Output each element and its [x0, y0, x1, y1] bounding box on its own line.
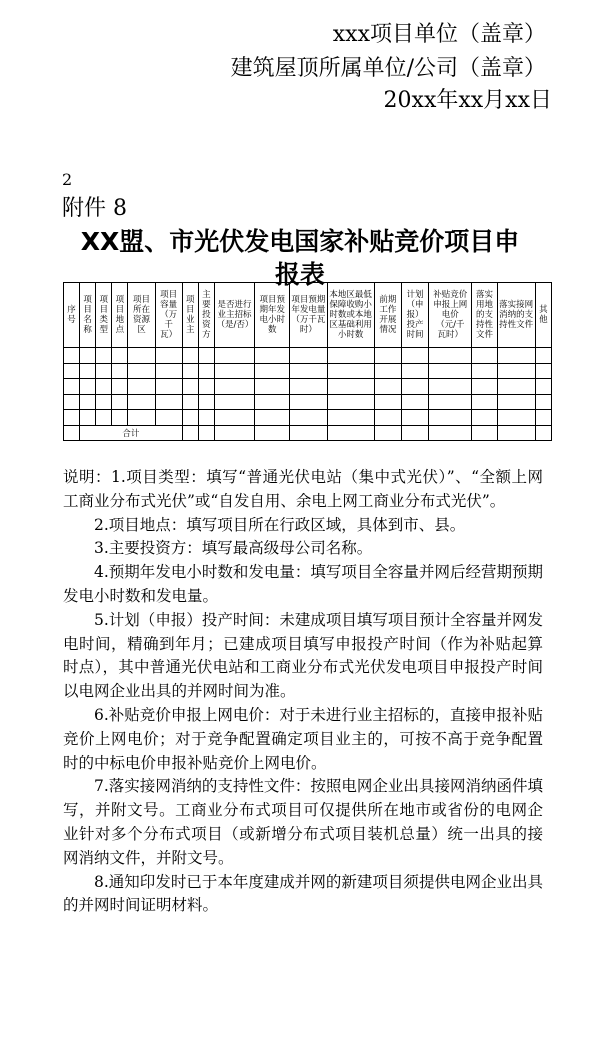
table-cell [535, 410, 551, 426]
table-cell [198, 363, 214, 379]
table-cell [182, 348, 198, 364]
instruction-item: 2.项目地点：填写项目所在行政区域，具体到市、县。 [94, 515, 466, 534]
table-cell [401, 363, 428, 379]
instruction-item: 7.落实接网消纳的支持性文件：按照电网企业出具接网消纳函件填写，并附文号。工商业分布式项目可仅提供所在地市或省份的电网企业针对多个分布式项目（或新增分布式项目装机总量）统一出具的接网消纳文件，并附文号。 [63, 777, 543, 867]
table-row [64, 363, 552, 379]
total-label: 合计 [80, 425, 183, 441]
col-header: 落实用地的支持性文件 [472, 283, 497, 348]
col-header: 本地区最低保障收购小时数或本地区基础利用小时数 [327, 283, 374, 348]
table-cell [429, 348, 472, 364]
table-cell [96, 394, 112, 410]
table-cell [374, 363, 401, 379]
table-row [64, 394, 552, 410]
table-cell [429, 425, 472, 441]
form-title-line-1: XX盟、市光伏发电国家补贴竞价项目申 [80, 227, 520, 256]
table-cell [112, 394, 128, 410]
signature-date: 20xx年xx月xx日 [383, 88, 552, 113]
table-cell [535, 348, 551, 364]
table-cell [64, 394, 80, 410]
table-cell [182, 410, 198, 426]
table-cell [401, 410, 428, 426]
table-header-row [64, 283, 552, 348]
table-cell [96, 363, 112, 379]
table-cell [472, 348, 497, 364]
table-row [64, 410, 552, 426]
table-cell [497, 363, 535, 379]
col-header: 项目所在资源区 [128, 283, 155, 348]
table-cell [182, 425, 198, 441]
instructions [63, 466, 543, 918]
table-cell [80, 363, 96, 379]
form-title-line-2: 报表 [274, 260, 325, 289]
table-cell [112, 410, 128, 426]
table-cell [290, 394, 327, 410]
table-row [64, 379, 552, 395]
col-header: 项目地点 [112, 283, 128, 348]
table-cell [255, 410, 290, 426]
table-cell [255, 379, 290, 395]
total-row [64, 425, 552, 441]
table-cell [64, 425, 80, 441]
table-cell [112, 348, 128, 364]
col-header: 前期工作开展情况 [374, 283, 401, 348]
table-cell [327, 348, 374, 364]
table-cell [96, 410, 112, 426]
table-cell [497, 348, 535, 364]
table-cell [290, 379, 327, 395]
col-header: 落实接网消纳的支持性文件 [497, 283, 535, 348]
table-cell [80, 348, 96, 364]
col-header: 项目预期年发电量（万千瓦时） [290, 283, 327, 348]
table-cell [472, 379, 497, 395]
col-header: 主要投资方 [198, 283, 214, 348]
table-cell [327, 379, 374, 395]
col-header: 其他 [535, 283, 551, 348]
table-cell [290, 363, 327, 379]
table-cell [112, 363, 128, 379]
instruction-item: 5.计划（申报）投产时间：未建成项目填写项目预计全容量并网发电时间，精确到年月；已建成项目填写申报投产时间（作为补贴起算时点），其中普通光伏电站和工商业分布式光伏发电项目申报投产时间以电网企业出具的并网时间为准。 [63, 610, 543, 701]
table-cell [401, 394, 428, 410]
table-cell [255, 348, 290, 364]
table-cell [155, 363, 182, 379]
table-cell [472, 363, 497, 379]
table-cell [497, 379, 535, 395]
page-number: 2 [62, 170, 73, 189]
table-cell [214, 379, 254, 395]
instruction-item: 4.预期年发电小时数和发电量：填写项目全容量并网后经营期预期发电小时数和发电量。 [63, 563, 543, 605]
table-cell [198, 410, 214, 426]
table-cell [155, 379, 182, 395]
table-cell [327, 363, 374, 379]
table-cell [374, 394, 401, 410]
col-header: 项目名称 [80, 283, 96, 348]
table-cell [374, 410, 401, 426]
col-header: 计划（申报）投产时间 [401, 283, 428, 348]
table-cell [80, 394, 96, 410]
col-header: 项目业主 [182, 283, 198, 348]
project-unit-seal-line: xxx项目单位（盖章） [332, 22, 546, 47]
table-cell [64, 379, 80, 395]
table-cell [327, 410, 374, 426]
table-cell [182, 379, 198, 395]
table-cell [497, 425, 535, 441]
table-cell [374, 348, 401, 364]
instruction-item: 说明：1.项目类型：填写“普通光伏电站（集中式光伏）”、“全额上网工商业分布式光伏”或“自发自用、余电上网工商业分布式光伏”。 [63, 468, 543, 510]
table-cell [198, 379, 214, 395]
table-cell [128, 394, 155, 410]
table-cell [255, 363, 290, 379]
table-cell [214, 410, 254, 426]
col-header: 项目容量（万千瓦） [155, 283, 182, 348]
table-cell [472, 425, 497, 441]
roof-owner-seal-line: 建筑屋顶所属单位/公司（盖章） [230, 56, 546, 81]
table-cell [429, 394, 472, 410]
table-cell [155, 394, 182, 410]
table-cell [214, 363, 254, 379]
table-cell [64, 348, 80, 364]
table-cell [182, 394, 198, 410]
col-header: 项目类型 [96, 283, 112, 348]
table-cell [96, 348, 112, 364]
col-header: 项目预期年发电小时数 [255, 283, 290, 348]
table-cell [64, 410, 80, 426]
table-cell [374, 379, 401, 395]
table-cell [535, 425, 551, 441]
table-cell [155, 410, 182, 426]
table-cell [327, 394, 374, 410]
table-cell [214, 348, 254, 364]
table-cell [128, 363, 155, 379]
table-cell [327, 425, 374, 441]
table-cell [535, 379, 551, 395]
instruction-item: 3.主要投资方：填写最高级母公司名称。 [94, 539, 373, 558]
table-cell [128, 379, 155, 395]
table-cell [128, 410, 155, 426]
attachment-label: 附件 8 [62, 196, 127, 221]
table-cell [64, 363, 80, 379]
table-cell [429, 379, 472, 395]
table-cell [401, 425, 428, 441]
table-cell [374, 425, 401, 441]
table-cell [214, 425, 254, 441]
col-header: 是否进行业主招标（是/否） [214, 283, 254, 348]
table-cell [472, 410, 497, 426]
table-cell [535, 394, 551, 410]
table-cell [128, 348, 155, 364]
table-cell [429, 410, 472, 426]
table-cell [255, 425, 290, 441]
table-cell [214, 394, 254, 410]
table-cell [112, 379, 128, 395]
col-header: 补贴竞价申报上网电价（元/千瓦时） [429, 283, 472, 348]
instruction-item: 8.通知印发时已于本年度建成并网的新建项目须提供电网企业出具的并网时间证明材料。 [63, 872, 543, 915]
table-cell [290, 348, 327, 364]
table-cell [155, 348, 182, 364]
table-cell [80, 410, 96, 426]
application-form-table [63, 282, 552, 441]
table-cell [535, 363, 551, 379]
instruction-item: 6.补贴竞价申报上网电价：对于未进行业主招标的，直接申报补贴竞价上网电价；对于竞争配置确定项目业主的，可按不高于竞争配置时的中标电价申报补贴竞价上网电价。 [63, 705, 543, 772]
table-cell [198, 425, 214, 441]
table-cell [429, 363, 472, 379]
table-cell [472, 394, 497, 410]
table-cell [290, 425, 327, 441]
table-cell [80, 379, 96, 395]
table-cell [255, 394, 290, 410]
table-cell [401, 348, 428, 364]
table-row [64, 348, 552, 364]
table-cell [401, 379, 428, 395]
table-cell [198, 394, 214, 410]
table-cell [182, 363, 198, 379]
table-cell [497, 410, 535, 426]
table-cell [96, 379, 112, 395]
table-cell [290, 410, 327, 426]
table-cell [198, 348, 214, 364]
table-cell [497, 394, 535, 410]
col-header: 序号 [64, 283, 80, 348]
